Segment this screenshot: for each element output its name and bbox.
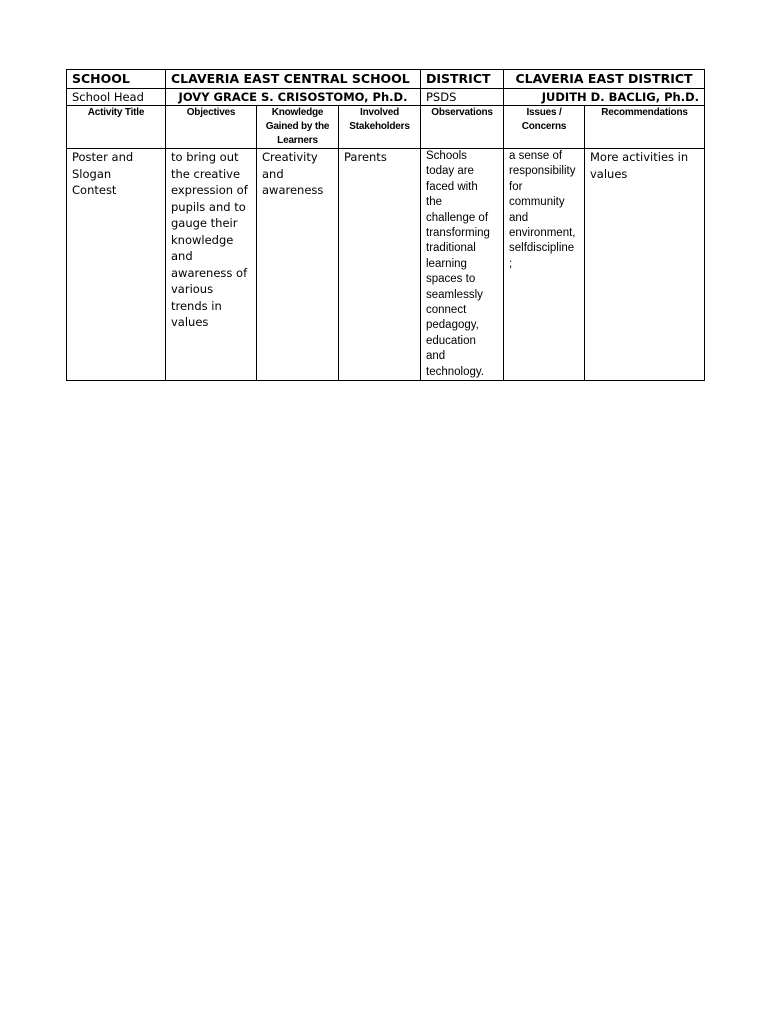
- school-label: SCHOOL: [67, 70, 166, 89]
- cell-recommendations: More activities in values: [585, 149, 705, 381]
- school-head-label: School Head: [67, 89, 166, 106]
- district-label: DISTRICT: [421, 70, 504, 89]
- cell-observations: Schools today are faced with the challenge of transforming traditional learning spaces to seamlessly connect pedagogy, education and technology.: [421, 149, 504, 381]
- school-head-row: [67, 89, 705, 106]
- cell-knowledge: Creativity and awareness: [257, 149, 339, 381]
- col-issues: Issues / Concerns: [504, 106, 585, 149]
- school-value: CLAVERIA EAST CENTRAL SCHOOL: [166, 70, 421, 89]
- psds-label: PSDS: [421, 89, 504, 106]
- activity-report-table: [66, 69, 705, 381]
- table-row: [67, 149, 705, 381]
- col-activity-title: Activity Title: [67, 106, 166, 149]
- cell-stakeholders: Parents: [339, 149, 421, 381]
- school-head-value: JOVY GRACE S. CRISOSTOMO, Ph.D.: [166, 89, 421, 106]
- col-observations: Observations: [421, 106, 504, 149]
- col-objectives: Objectives: [166, 106, 257, 149]
- psds-value: JUDITH D. BACLIG, Ph.D.: [504, 89, 705, 106]
- col-recommendations: Recommendations: [585, 106, 705, 149]
- cell-objectives: to bring out the creative expression of pupils and to gauge their knowledge and awareness of various trends in values: [166, 149, 257, 381]
- cell-activity-title: Poster and Slogan Contest: [67, 149, 166, 381]
- col-stakeholders: Involved Stakeholders: [339, 106, 421, 149]
- school-row: [67, 70, 705, 89]
- district-value: CLAVERIA EAST DISTRICT: [504, 70, 705, 89]
- col-knowledge: Knowledge Gained by the Learners: [257, 106, 339, 149]
- cell-issues: a sense of responsibility for community and environment, selfdiscipline ;: [504, 149, 585, 381]
- column-header-row: [67, 106, 705, 149]
